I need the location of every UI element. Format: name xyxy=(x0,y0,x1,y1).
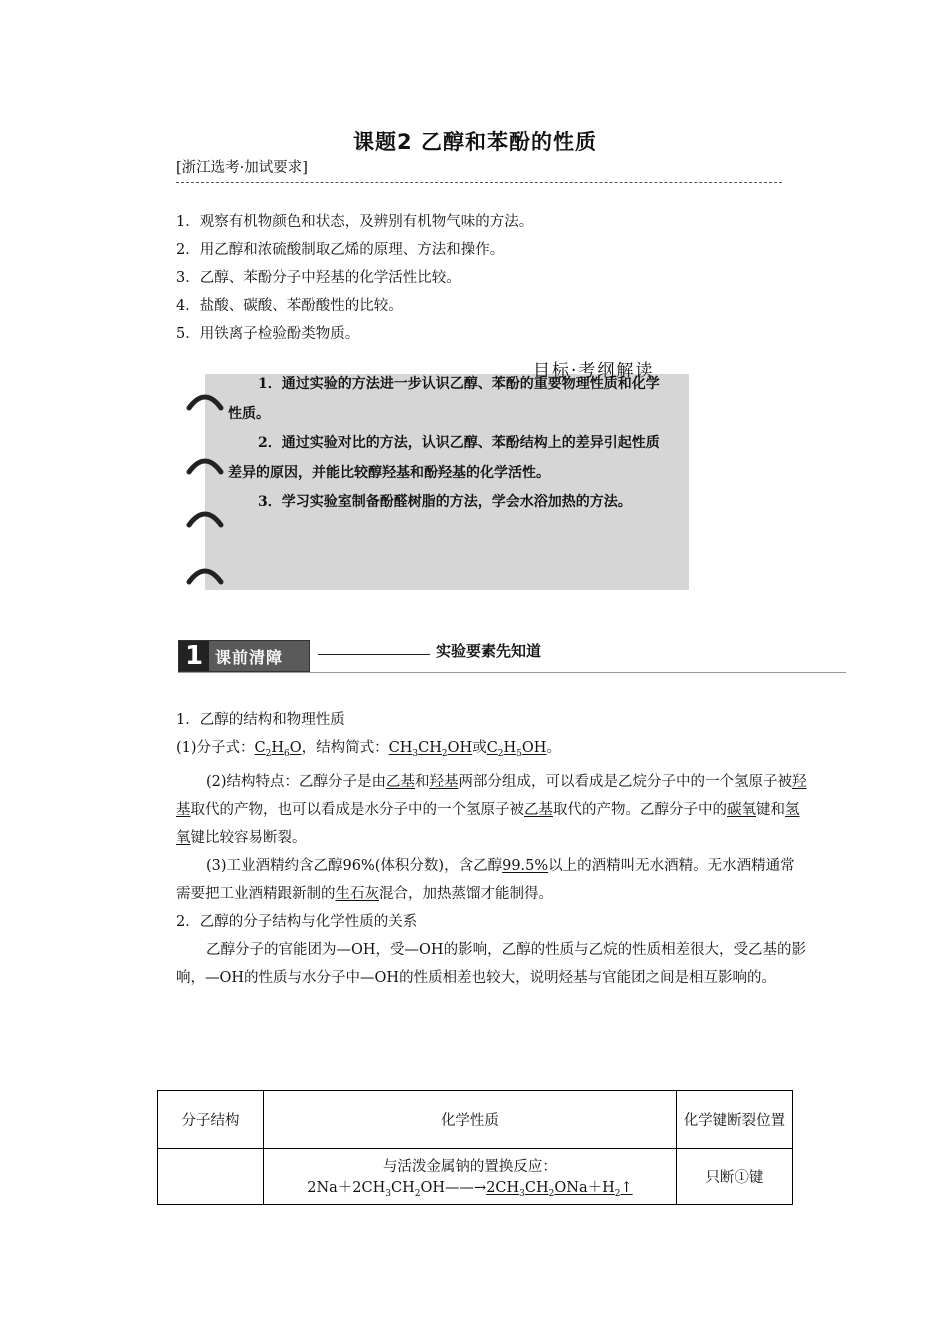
header-cell: 分子结构 xyxy=(158,1091,264,1149)
alcohol-paragraph xyxy=(176,852,808,908)
heading-ethanol-structure: 1．乙醇的结构和物理性质 xyxy=(176,712,345,728)
formula-paragraph xyxy=(176,734,808,768)
goals-tag: 目标·考纲解读 xyxy=(533,361,655,381)
requirement-item: 2．用乙醇和浓硫酸制取乙烯的原理、方法和操作。 xyxy=(176,242,505,258)
requirement-item: 1．观察有机物颜色和状态，及辨别有机物气味的方法。 xyxy=(176,214,534,230)
exam-requirement-label: [浙江选考·加试要求] xyxy=(176,160,308,176)
answer-blank: 乙基 xyxy=(386,773,416,790)
section-number: 1 xyxy=(179,641,209,671)
answer-product: $2CH_3CH_2ONa+H_2↑$ xyxy=(486,1179,633,1199)
bond-cell: 只断①键 xyxy=(676,1149,792,1205)
text-run: 取代的产物，也可以看成是水分子中的一个氢原子被 xyxy=(190,801,524,818)
answer-blank: 生石灰 xyxy=(335,885,379,902)
answer-structural-formula: $CH_3CH_2OH$ xyxy=(388,740,473,759)
header-cell: 化学性质 xyxy=(264,1091,677,1149)
dashed-divider xyxy=(176,182,782,183)
text-run: (2)结构特点：乙醇分子是由 xyxy=(206,773,387,790)
binder-ring-icon xyxy=(185,562,225,586)
goal-item: 1．通过实验的方法进一步认识乙醇、苯酚的重要物理性质和化学性质。 xyxy=(228,376,660,422)
text-run: 和 xyxy=(415,773,430,790)
text-run: 键和 xyxy=(756,801,785,818)
relation-paragraph: 乙醇分子的官能团为—OH，受—OH的影响，乙醇的性质与乙烷的性质相差很大，受乙基的影响，—OH的性质与水分子中—OH的性质相差也较大，说明烃基与官能团之间是相互影响的。 xyxy=(176,941,807,986)
text-run: (3)工业酒精约含乙醇96%(体积分数)，含乙醇 xyxy=(206,857,503,874)
section-badge xyxy=(178,640,310,672)
requirement-item: 3．乙醇、苯酚分子中羟基的化学活性比较。 xyxy=(176,270,461,286)
text-run: (1)分子式： xyxy=(176,740,255,756)
goal-item: 3．学习实验室制备酚醛树脂的方法，学会水浴加热的方法。 xyxy=(258,494,632,510)
text-run: 两部分组成，可以看成是乙烷分子中的一个氢原子被 xyxy=(458,773,793,790)
text-run: 以上的酒精叫无水酒精。无水酒精通常需要把工业酒精跟新制的 xyxy=(176,857,795,902)
text-run: 或 xyxy=(472,740,487,756)
goals-list xyxy=(228,370,668,518)
text-run: 键比较容易断裂。 xyxy=(190,829,307,846)
binder-ring-icon xyxy=(185,388,225,412)
text-run: ，结构简式： xyxy=(301,740,389,756)
answer-structural-formula-alt: $C_2H_5OH$ xyxy=(486,740,547,759)
structure-paragraph xyxy=(176,768,808,852)
reaction-arrow: ——→ xyxy=(445,1179,487,1196)
page-title: 课题2 乙醇和苯酚的性质 xyxy=(353,130,597,154)
binder-ring-icon xyxy=(185,505,225,529)
text-run: 混合，加热蒸馏才能制得。 xyxy=(379,885,553,902)
structure-cell xyxy=(158,1149,264,1205)
answer-blank: 羟基 xyxy=(176,773,807,818)
text-run: 。 xyxy=(546,740,561,756)
requirement-item: 4．盐酸、碳酸、苯酚酸性的比较。 xyxy=(176,298,403,314)
table-row xyxy=(158,1149,793,1205)
property-line: 与活泼金属钠的置换反应： xyxy=(382,1158,557,1175)
binder-ring-icon xyxy=(185,452,225,476)
table-header-row xyxy=(158,1091,793,1149)
goal-item: 2．通过实验对比的方法，认识乙醇、苯酚结构上的差异引起性质差异的原因，并能比较醇羟基和酚羟基的化学活性。 xyxy=(228,435,660,481)
section-leader-line xyxy=(318,654,430,655)
answer-blank: 乙基 xyxy=(524,801,553,818)
answer-molecular-formula: $C_2H_6O$ xyxy=(254,740,302,759)
answer-blank: 碳氧 xyxy=(727,801,756,818)
reaction-equation: $2Na+2CH_3CH_2OH——\to 2CH_3CH_2ONa+H_2↑$ xyxy=(307,1179,633,1199)
text-run: 取代的产物。乙醇分子中的 xyxy=(553,801,727,818)
section-title: 实验要素先知道 xyxy=(436,642,542,660)
header-cell: 化学键断裂位置 xyxy=(676,1091,792,1149)
answer-blank: 99.5% xyxy=(502,857,549,874)
section-rule xyxy=(178,672,846,673)
requirement-item: 5．用铁离子检验酚类物质。 xyxy=(176,326,360,342)
property-cell xyxy=(264,1149,677,1205)
heading-structure-property: 2．乙醇的分子结构与化学性质的关系 xyxy=(176,913,418,930)
property-table xyxy=(157,1090,793,1205)
body-text xyxy=(176,706,808,992)
section-label: 课前清障 xyxy=(215,648,284,667)
answer-blank: 羟基 xyxy=(429,773,459,790)
answer-blank: 氢氧 xyxy=(176,801,800,846)
